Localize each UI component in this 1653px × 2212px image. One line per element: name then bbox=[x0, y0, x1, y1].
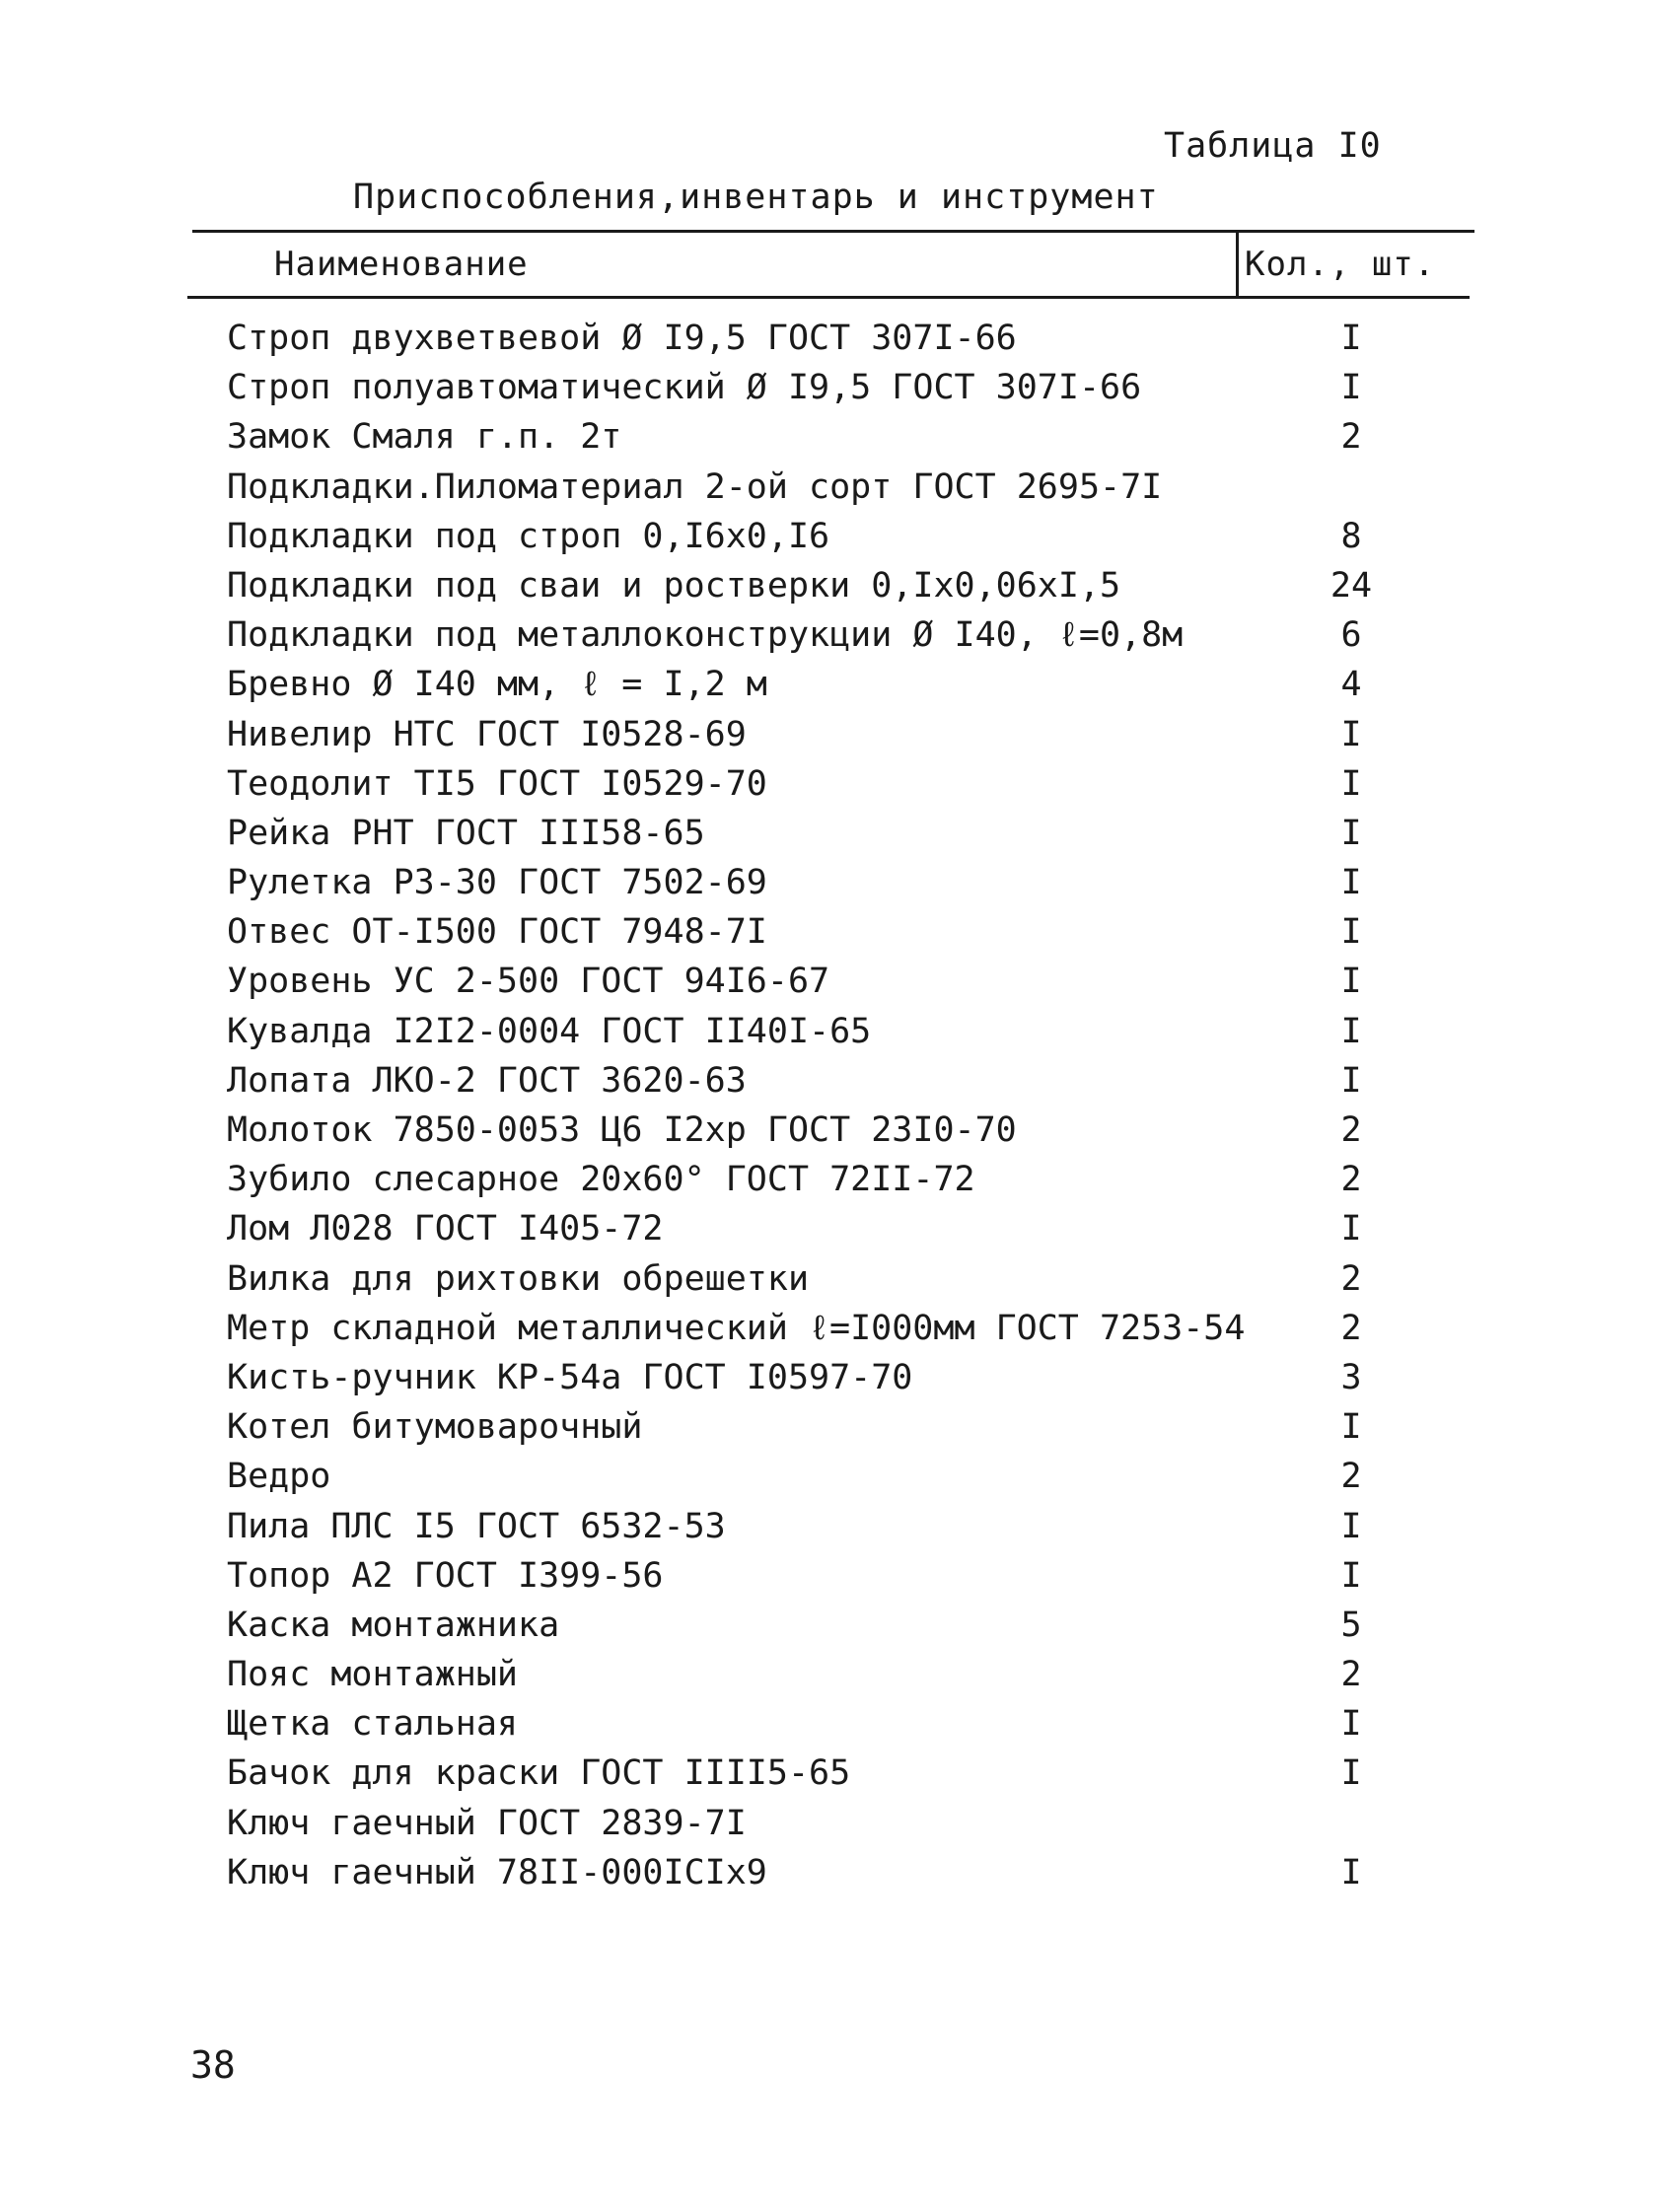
row-name: Строп двухветвевой Ø I9,5 ГОСТ 307I-66 bbox=[227, 319, 1017, 358]
table-row bbox=[0, 1652, 1653, 1701]
table-row bbox=[0, 1157, 1653, 1206]
table-row bbox=[0, 1256, 1653, 1306]
row-qty: I bbox=[1340, 763, 1362, 804]
row-qty: I bbox=[1340, 1506, 1362, 1546]
row-name: Нивелир НТС ГОСТ I0528-69 bbox=[227, 714, 747, 754]
table-title: Приспособления,инвентарь и инструмент bbox=[353, 178, 1159, 217]
row-name: Бревно Ø I40 мм, ℓ = I,2 м bbox=[227, 665, 767, 705]
row-qty: 24 bbox=[1330, 565, 1373, 606]
row-qty: 2 bbox=[1340, 1308, 1362, 1348]
table-row bbox=[0, 712, 1653, 761]
row-qty: 2 bbox=[1340, 417, 1362, 458]
table-row bbox=[0, 1454, 1653, 1503]
table-row bbox=[0, 1603, 1653, 1652]
row-qty: 8 bbox=[1340, 516, 1362, 556]
column-header-qty: Кол., шт. bbox=[1245, 245, 1436, 284]
row-name: Метр складной металлический ℓ=I000мм ГОСТ 7253-54 bbox=[227, 1308, 1246, 1348]
table-row bbox=[0, 1009, 1653, 1058]
table-row bbox=[0, 1850, 1653, 1899]
row-qty: 5 bbox=[1340, 1605, 1362, 1645]
row-name: Каска монтажника bbox=[227, 1605, 560, 1645]
row-qty: I bbox=[1340, 714, 1362, 754]
row-name: Подкладки.Пиломатериал 2-ой сорт ГОСТ 2695-7I bbox=[227, 466, 1163, 507]
table-row bbox=[0, 464, 1653, 514]
row-qty: 6 bbox=[1340, 615, 1362, 656]
table-row bbox=[0, 1553, 1653, 1603]
table-row bbox=[0, 1504, 1653, 1553]
row-qty: I bbox=[1340, 912, 1362, 953]
row-name: Лом Л028 ГОСТ I405-72 bbox=[227, 1209, 664, 1249]
row-qty: I bbox=[1340, 1060, 1362, 1101]
table-row bbox=[0, 959, 1653, 1008]
row-qty: 2 bbox=[1340, 1457, 1362, 1497]
row-name: Молоток 7850-0053 Ц6 I2хр ГОСТ 23I0-70 bbox=[227, 1110, 1017, 1150]
table-row bbox=[0, 1107, 1653, 1157]
table-row bbox=[0, 1206, 1653, 1255]
row-name: Уровень УС 2-500 ГОСТ 94I6-67 bbox=[227, 962, 830, 1002]
table-row bbox=[0, 1750, 1653, 1800]
table-row bbox=[0, 860, 1653, 909]
row-qty: 2 bbox=[1340, 1655, 1362, 1695]
row-qty: 2 bbox=[1340, 1258, 1362, 1299]
table-body bbox=[0, 316, 1653, 1899]
row-name: Пила ПЛС I5 ГОСТ 6532-53 bbox=[227, 1506, 726, 1546]
row-name: Ключ гаечный ГОСТ 2839-7I bbox=[227, 1803, 747, 1843]
table-row bbox=[0, 909, 1653, 959]
table-row bbox=[0, 414, 1653, 464]
row-name: Теодолит TI5 ГОСТ I0529-70 bbox=[227, 763, 767, 804]
table-row bbox=[0, 1306, 1653, 1355]
table-row bbox=[0, 1701, 1653, 1750]
table-label: Таблица I0 bbox=[1164, 126, 1382, 166]
row-qty: 2 bbox=[1340, 1110, 1362, 1150]
column-header-name: Наименование bbox=[274, 245, 529, 284]
row-qty: I bbox=[1340, 368, 1362, 408]
row-name: Щетка стальная bbox=[227, 1704, 519, 1745]
row-name: Пояс монтажный bbox=[227, 1655, 519, 1695]
row-qty: I bbox=[1340, 1011, 1362, 1051]
table-row bbox=[0, 612, 1653, 662]
row-qty: I bbox=[1340, 863, 1362, 903]
table-row bbox=[0, 1355, 1653, 1404]
row-name: Отвес ОТ-I500 ГОСТ 7948-7I bbox=[227, 912, 767, 953]
row-qty: I bbox=[1340, 962, 1362, 1002]
row-qty: I bbox=[1340, 319, 1362, 358]
row-qty: I bbox=[1340, 1407, 1362, 1448]
table-row bbox=[0, 514, 1653, 563]
row-qty: 2 bbox=[1340, 1160, 1362, 1200]
row-name: Строп полуавтоматический Ø I9,5 ГОСТ 307I-66 bbox=[227, 368, 1142, 408]
row-qty: 3 bbox=[1340, 1357, 1362, 1397]
table-row bbox=[0, 563, 1653, 612]
table-row bbox=[0, 811, 1653, 860]
row-name: Топор А2 ГОСТ I399-56 bbox=[227, 1555, 664, 1596]
row-name: Подкладки под строп 0,I6x0,I6 bbox=[227, 516, 830, 556]
header-top-rule bbox=[192, 230, 1474, 233]
row-name: Подкладки под металлоконструкции Ø I40, ℓ=0,8м bbox=[227, 615, 1184, 656]
row-name: Рулетка Р3-30 ГОСТ 7502-69 bbox=[227, 863, 767, 903]
row-qty: I bbox=[1340, 1209, 1362, 1249]
row-qty: I bbox=[1340, 1852, 1362, 1892]
row-name: Замок Смаля г.п. 2т bbox=[227, 417, 622, 458]
row-qty: I bbox=[1340, 1555, 1362, 1596]
table-row bbox=[0, 365, 1653, 414]
row-qty: I bbox=[1340, 1704, 1362, 1745]
table-row bbox=[0, 316, 1653, 365]
header-bottom-rule bbox=[187, 296, 1470, 299]
row-name: Рейка РНТ ГОСТ III58-65 bbox=[227, 813, 705, 853]
header-column-divider bbox=[1236, 230, 1239, 299]
table-row bbox=[0, 662, 1653, 711]
row-name: Кисть-ручник КР-54а ГОСТ I0597-70 bbox=[227, 1357, 913, 1397]
row-qty: I bbox=[1340, 1753, 1362, 1794]
table-row bbox=[0, 1801, 1653, 1850]
row-qty: 4 bbox=[1340, 665, 1362, 705]
table-row bbox=[0, 1404, 1653, 1454]
table-row bbox=[0, 1058, 1653, 1107]
table-row bbox=[0, 761, 1653, 811]
row-name: Лопата ЛКО-2 ГОСТ 3620-63 bbox=[227, 1060, 747, 1101]
row-name: Кувалда I2I2-0004 ГОСТ II40I-65 bbox=[227, 1011, 872, 1051]
row-name: Котел битумоварочный bbox=[227, 1407, 643, 1448]
row-name: Ведро bbox=[227, 1457, 331, 1497]
row-name: Ключ гаечный 78II-000ICIx9 bbox=[227, 1852, 767, 1892]
page-number: 38 bbox=[190, 2043, 236, 2087]
row-name: Зубило слесарное 20x60° ГОСТ 72II-72 bbox=[227, 1160, 975, 1200]
row-name: Вилка для рихтовки обрешетки bbox=[227, 1258, 810, 1299]
row-name: Подкладки под сваи и ростверки 0,Ix0,06xI,5 bbox=[227, 565, 1121, 606]
row-name: Бачок для краски ГОСТ IIII5-65 bbox=[227, 1753, 851, 1794]
row-qty: I bbox=[1340, 813, 1362, 853]
